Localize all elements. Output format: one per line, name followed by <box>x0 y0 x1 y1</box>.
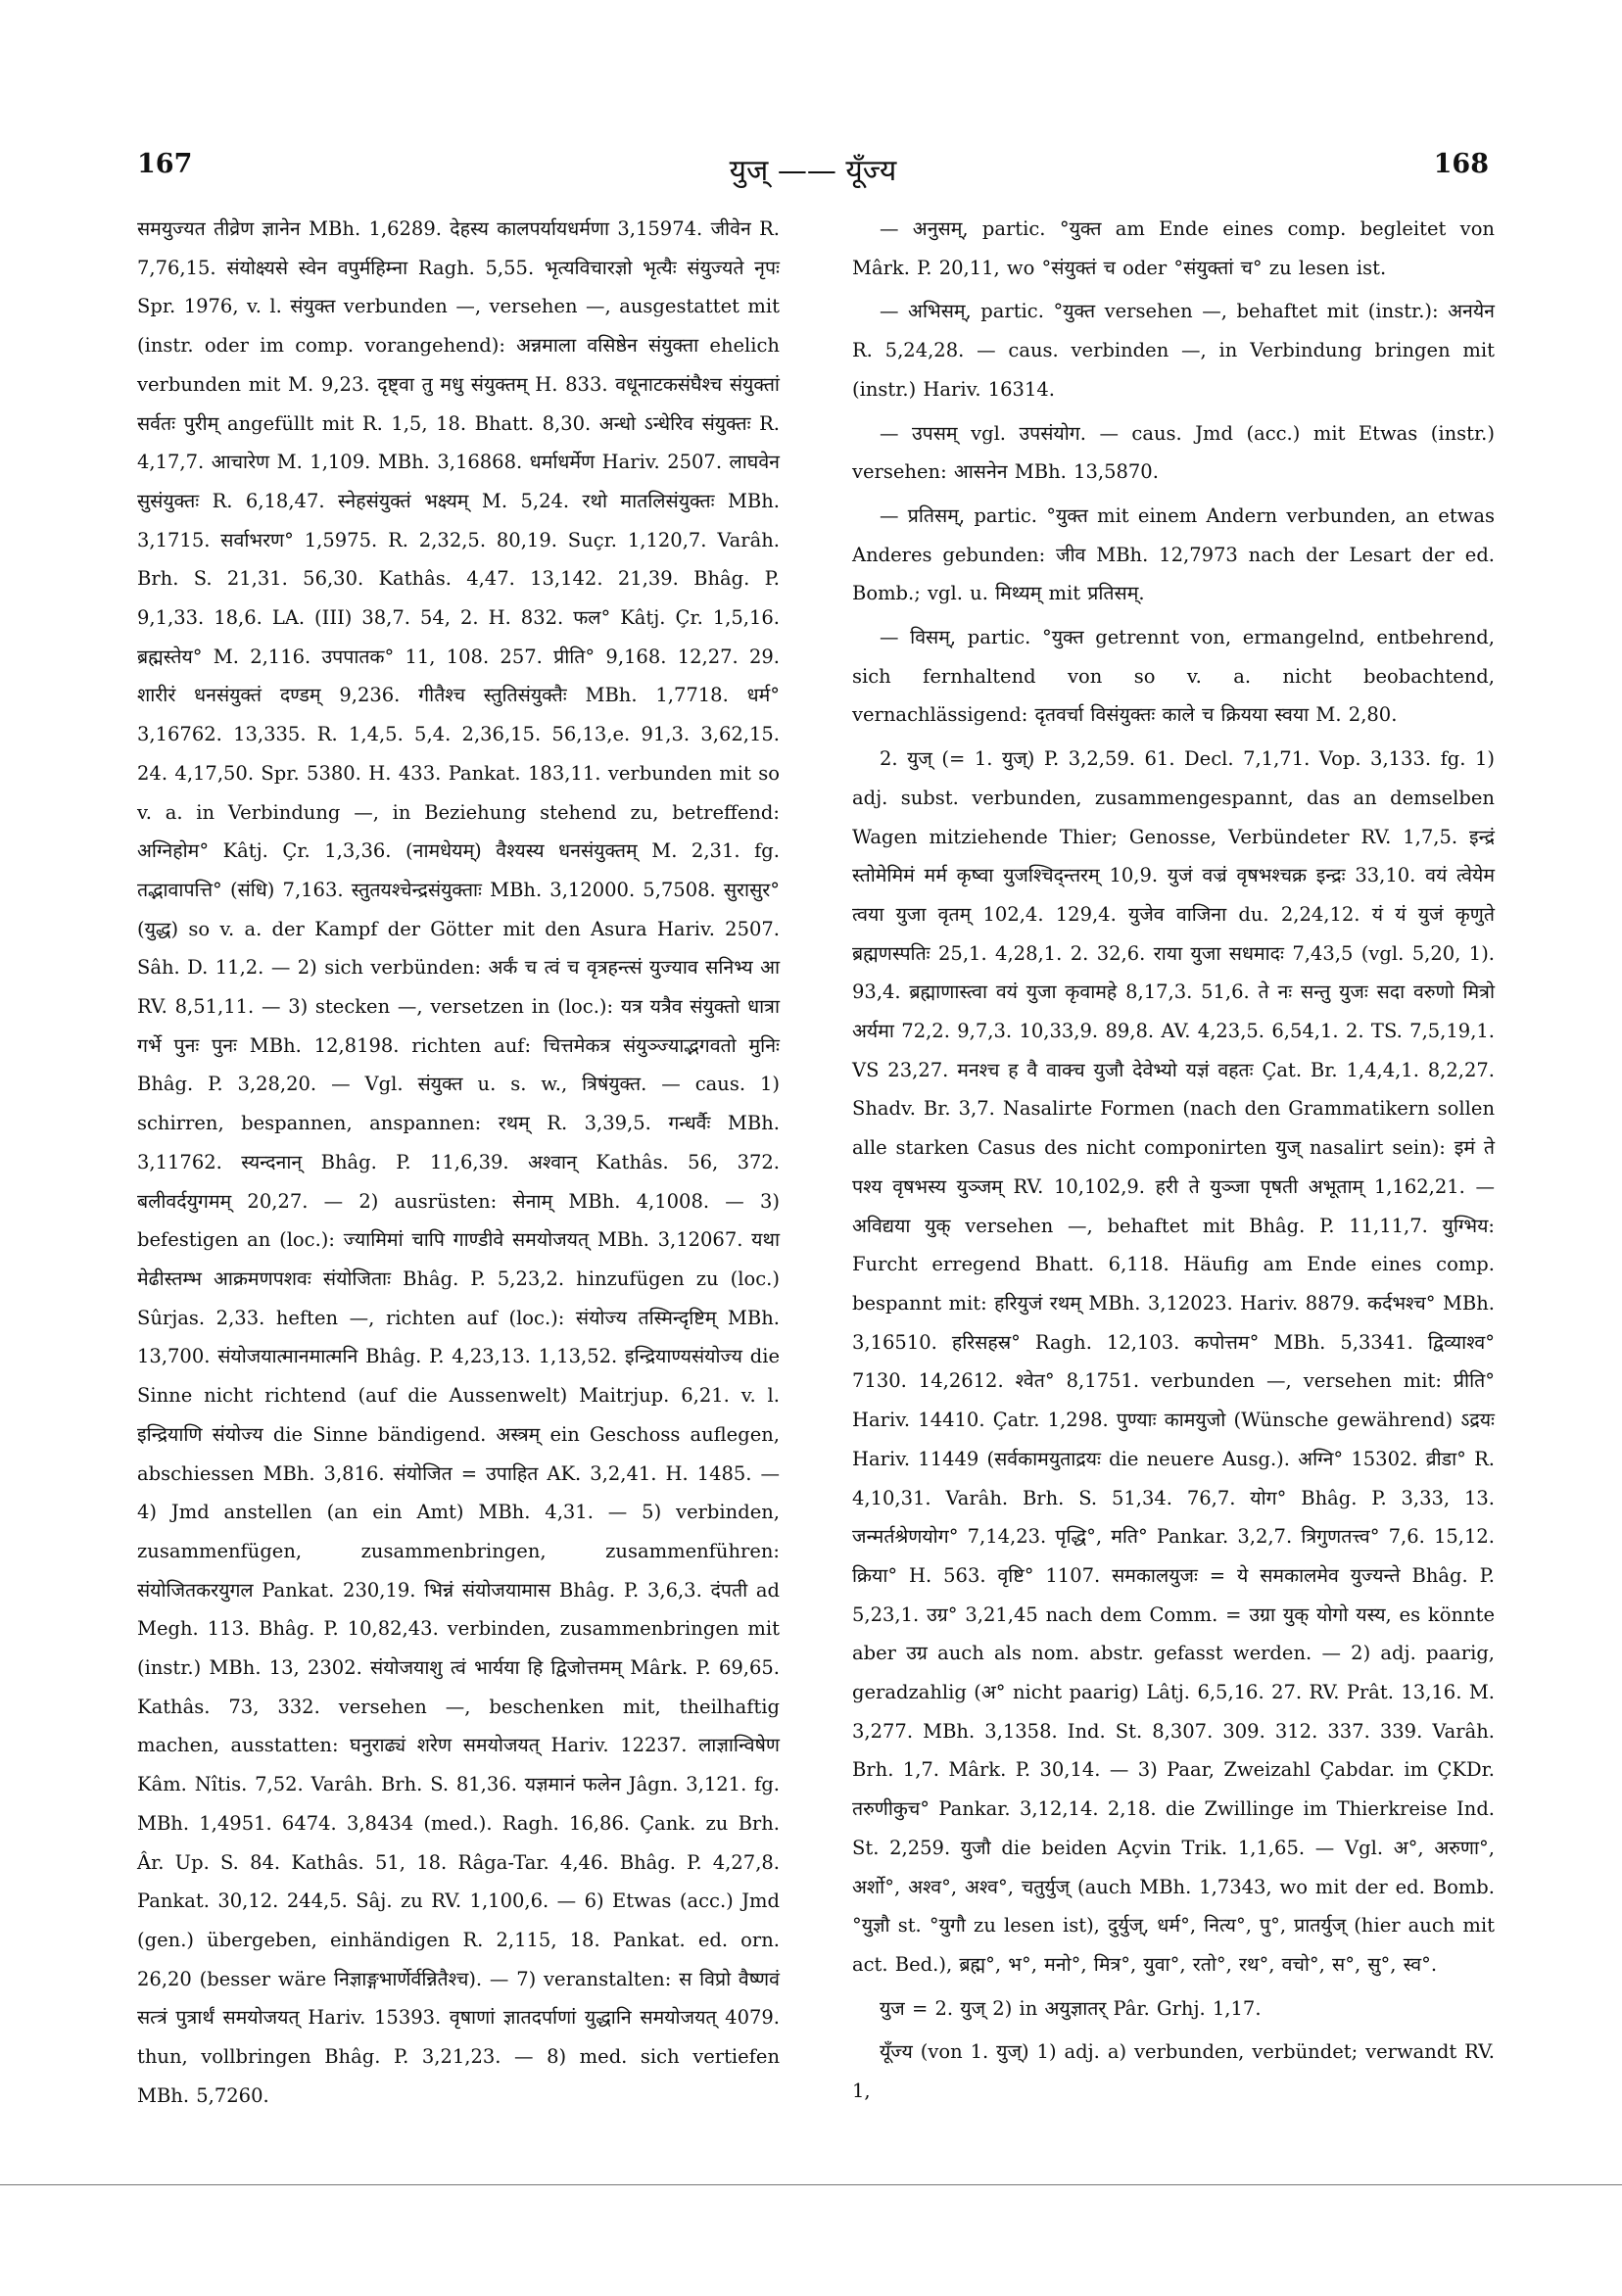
entry-paragraph: — अनुसम्, partic. °युक्त am Ende eines comp. begleitet von Mârk. P. 20,11, wo °संयुक्तं च oder °संयुक्तां च° zu lesen ist. <box>852 217 1495 279</box>
bottom-rule <box>0 2184 1622 2185</box>
entry-paragraph: — प्रतिसम्, partic. °युक्त mit einem Andern verbunden, an etwas Anderes gebunden: जीव MBh. 12,7973 nach der Lesart der ed. Bomb.; vgl. u. मिथ्यम् mit प्रतिसम्. <box>852 503 1495 605</box>
entry-paragraph: — अभिसम्, partic. °युक्त versehen —, behaftet mit (instr.): अनयेन R. 5,24,28. — caus. verbinden —, in Verbindung bringen mit (instr.) Hariv. 16314. <box>852 300 1495 401</box>
entry-paragraph: 2. युज् (= 1. युज्) P. 3,2,59. 61. Decl. 7,1,71. Vop. 3,133. fg. 1) adj. subst. verbunden, zusammengespannt, das an demselben Wagen mitziehende Thier; Genosse, Verbündeter RV. 1,7,5. इन्द्रं स्तोमेमिमं मर्म कृष्वा युजश्चिद्न्तरम् 10,9. युजं वज्रं वृषभश्चक्र इन्द्रः 33,10. वयं त्वेयेम त्वया युजा वृतम् 102,4. 129,4. युजेव वाजिना du. 2,24,12. यं यं युजं कृणुते ब्रह्मणस्पतिः 25,1. 4,28,1. 2. 32,6. राया युजा सधमादः 7,43,5 (vgl. 5,20, 1). 93,4. ब्रह्माणास्त्वा वयं युजा कृवामहे 8,17,3. 51,6. ते नः सन्तु युजः सदा वरुणो मित्रो अर्यमा 72,2. 9,7,3. 10,33,9. 89,8. AV. 4,23,5. 6,54,1. 2. TS. 7,5,19,1. VS 23,27. मनश्च ह वै वाक्च युजौ देवेभ्यो यज्ञं वहतः Çat. Br. 1,4,4,1. 8,2,27. Shadv. Br. 3,7. Nasalirte Formen (nach den Grammatikern sollen alle starken Casus des nicht componirten युज् nasalirt sein): इमं ते पश्य वृषभस्य युञ्जम् RV. 10,102,9. हरी ते युञ्जा पृषती अभूताम् 1,162,21. — अविद्यया युक् versehen —, behaftet mit Bhâg. P. 11,11,7. युग्भिय: Furcht erregend Bhatt. 6,118. Häufig am Ende eines comp. bespannt mit: हरियुजं रथम् MBh. 3,12023. Hariv. 8879. कर्दभश्च° MBh. 3,16510. हरिसहस्र° Ragh. 12,103. कपोत्तम° MBh. 5,3341. द्विव्याश्व° 7130. 14,2612. श्वेत° 8,1751. verbunden —, versehen mit: प्रीति° Hariv. 14410. Çatr. 1,298. पुण्याः कामयुजो (Wünsche gewährend) ऽद्रयः Hariv. 11449 (सर्वकामयुताद्रयः die neuere Ausg.). अग्नि° 15302. व्रीडा° R. 4,10,31. Varâh. Brh. S. 51,34. 76,7. योग° Bhâg. P. 3,33, 13. जन्मर्तश्रेणयोग° 7,14,23. पृद्धि°, मति° Pankar. 3,2,7. त्रिगुणतत्त्व° 7,6. 15,12. क्रिया° H. 563. वृष्टि° 1107. समकालयुजः = ये समकालमेव युज्यन्ते Bhâg. P. 5,23,1. उग्र° 3,21,45 nach dem Comm. = उग्रा युक् योगो यस्य, es könnte aber उग्र auch als nom. abstr. gefasst werden. — 2) adj. paarig, geradzahlig (अ° nicht paarig) Lâtj. 6,5,16. 27. RV. Prât. 13,16. M. 3,277. MBh. 3,1358. Ind. St. 8,307. 309. 312. 337. 339. Varâh. Brh. 1,7. Mârk. P. 30,14. — 3) Paar, Zweizahl Çabdar. im ÇKDr. तरुणीकुच° Pankar. 3,12,14. 2,18. die Zwillinge im Thierkreise Ind. St. 2,259. युजौ die beiden Açvin Trik. 1,1,65. — Vgl. अ°, अरुणा°, अर्शो°, अश्व°, अश्व°, चतुर्युज् (auch MBh. 1,7343, wo mit der ed. Bomb. °युज्ञौ st. °युगौ zu lesen ist), दुर्युज्, धर्म°, नित्य°, पु°, प्रातर्युज् (hier auch mit act. Bed.), ब्रह्म°, भ°, मनो°, मित्र°, युवा°, रतो°, रथ°, वचो°, स°, सु°, स्व°. <box>852 747 1495 1976</box>
entry-paragraph: यूँज्य (von 1. युज्) 1) adj. a) verbunden, verbündet; verwandt RV. 1, <box>852 2040 1495 2103</box>
running-headwords: युज् —— यूँज्य <box>729 154 897 188</box>
left-column <box>137 210 780 2120</box>
page-number-left: 167 <box>137 149 193 179</box>
page-number-right: 168 <box>1433 149 1489 179</box>
page-header <box>137 149 1489 192</box>
right-column <box>852 210 1495 2116</box>
entry-paragraph: — उपसम् vgl. उपसंयोग. — caus. Jmd (acc.) mit Etwas (instr.) versehen: आसनेन MBh. 13,5870. <box>852 421 1495 484</box>
entry-paragraph: — विसम्, partic. °युक्त getrennt von, ermangelnd, entbehrend, sich fernhaltend von so v. a. nicht beobachtend, vernachlässigend: दृतवर्चा विसंयुक्तः काले च क्रियया स्वया M. 2,80. <box>852 626 1495 727</box>
entry-paragraph: युज = 2. युज् 2) in अयुज्ञातर् Pâr. Grhj. 1,17. <box>880 1996 1262 2020</box>
entry-paragraph: समयुज्यत तीव्रेण ज्ञानेन MBh. 1,6289. देहस्य कालपर्यायधर्मणा 3,15974. जीवेन R. 7,76,15. संयोक्ष्यसे स्वेन वपुर्महिम्ना Ragh. 5,55. भृत्यविचारज्ञो भृत्यैः संयुज्यते नृपः Spr. 1976, v. l. संयुक्त verbunden —, versehen —, ausgestattet mit (instr. oder im comp. vorangehend): अन्नमाला वसिष्ठेन संयुक्ता ehelich verbunden mit M. 9,23. दृष्ट्वा तु मधु संयुक्तम् H. 833. वधूनाटकसंघैश्च संयुक्तां सर्वतः पुरीम् angefüllt mit R. 1,5, 18. Bhatt. 8,30. अन्धो ऽन्धेरिव संयुक्तः R. 4,17,7. आचारेण M. 1,109. MBh. 3,16868. धर्माधर्मेण Hariv. 2507. लाघवेन सुसंयुक्तः R. 6,18,47. स्नेहसंयुक्तं भक्ष्यम् M. 5,24. रथो मातलिसंयुक्तः MBh. 3,1715. सर्वाभरण° 1,5975. R. 2,32,5. 80,19. Suçr. 1,120,7. Varâh. Brh. S. 21,31. 56,30. Kathâs. 4,47. 13,142. 21,39. Bhâg. P. 9,1,33. 18,6. LA. (III) 38,7. 54, 2. H. 832. फल° Kâtj. Çr. 1,5,16. ब्रह्मस्तेय° M. 2,116. उपपातक° 11, 108. 257. प्रीति° 9,168. 12,27. 29. शारीरं धनसंयुक्तं दण्डम् 9,236. गीतैश्च स्तुतिसंयुक्तैः MBh. 1,7718. धर्म° 3,16762. 13,335. R. 1,4,5. 5,4. 2,36,15. 56,13,e. 91,3. 3,62,15. 24. 4,17,50. Spr. 5380. H. 433. Pankat. 183,11. verbunden mit so v. a. in Verbindung —, in Beziehung stehend zu, betreffend: अग्निहोम° Kâtj. Çr. 1,3,36. (नामधेयम्) वैश्यस्य धनसंयुक्तम् M. 2,31. fg. तद्भावापत्ति° (संधि) 7,163. स्तुतयश्चेन्द्रसंयुक्ताः MBh. 3,12000. 5,7508. सुरासुर° (युद्ध) so v. a. der Kampf der Götter mit den Asura Hariv. 2507. Sâh. D. 11,2. — 2) sich verbünden: अर्कं च त्वं च वृत्रहन्त्सं युज्याव सनिभ्य आ RV. 8,51,11. — 3) stecken —, versetzen in (loc.): यत्र यत्रैव संयुक्तो धात्रा गर्भे पुनः पुनः MBh. 12,8198. richten auf: चित्तमेकत्र संयुञ्ज्याद्भगवतो मुनिः Bhâg. P. 3,28,20. — Vgl. संयुक्त u. s. w., त्रिषंयुक्त. — caus. 1) schirren, bespannen, anspannen: रथम् R. 3,39,5. गन्धर्वैः MBh. 3,11762. स्यन्दनान् Bhâg. P. 11,6,39. अश्वान् Kathâs. 56, 372. बलीवर्दयुगमम् 20,27. — 2) ausrüsten: सेनाम् MBh. 4,1008. — 3) befestigen an (loc.): ज्यामिमां चापि गाण्डीवे समयोजयत् MBh. 3,12067. यथा मेढीस्तम्भ आक्रमणपशवः संयोजिताः Bhâg. P. 5,23,2. hinzufügen zu (loc.) Sûrjas. 2,33. heften —, richten auf (loc.): संयोज्य तस्मिन्दृष्टिम् MBh. 13,700. संयोजयात्मानमात्मनि Bhâg. P. 4,23,13. 1,13,52. इन्द्रियाण्यसंयोज्य die Sinne nicht richtend (auf die Aussenwelt) Maitrjup. 6,21. v. l. इन्द्रियाणि संयोज्य die Sinne bändigend. अस्त्रम् ein Geschoss auflegen, abschiessen MBh. 3,816. संयोजित = उपाहित AK. 3,2,41. H. 1485. — 4) Jmd anstellen (an ein Amt) MBh. 4,31. — 5) verbinden, zusammenfügen, zusammenbringen, zusammenführen: संयोजितकरयुगल Pankat. 230,19. भिन्नं संयोजयामास Bhâg. P. 3,6,3. दंपती ad Megh. 113. Bhâg. P. 10,82,43. verbinden, zusammenbringen mit (instr.) MBh. 13, 2302. संयोजयाशु त्वं भार्यया हि द्विजोत्तमम् Mârk. P. 69,65. Kathâs. 73, 332. versehen —, beschenken mit, theilhaftig machen, ausstatten: घनुराढ्यं शरेण समयोजयत् Hariv. 12237. लाज्ञान्विषेण Kâm. Nîtis. 7,52. Varâh. Brh. S. 81,36. यज्ञमानं फलेन Jâgn. 3,121. fg. MBh. 1,4951. 6474. 3,8434 (med.). Ragh. 16,86. Çank. zu Brh. Âr. Up. S. 84. Kathâs. 51, 18. Râga-Tar. 4,46. Bhâg. P. 4,27,8. Pankat. 30,12. 244,5. Sâj. zu RV. 1,100,6. — 6) Etwas (acc.) Jmd (gen.) übergeben, einhändigen R. 2,115, 18. Pankat. ed. orn. 26,20 (besser wäre निज्ञाङ्गभार्णेर्वन्नितैश्च). — 7) veranstalten: स विप्रो वैष्णवं सत्त्रं पुत्रार्थं समयोजयत् Hariv. 15393. वृषाणां ज्ञातदर्पाणां युद्धानि समयोजयत् 4079. thun, vollbringen Bhâg. P. 3,21,23. — 8) med. sich vertiefen MBh. 5,7260. <box>137 217 780 2107</box>
